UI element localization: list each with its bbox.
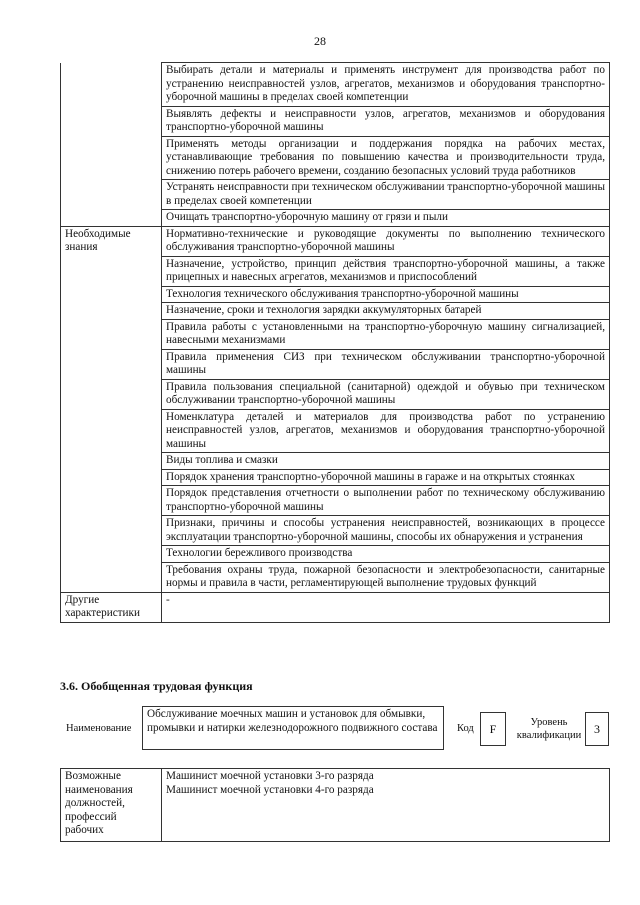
- qualification-level-label: Уровень квалификации: [516, 717, 582, 741]
- table-row: [61, 63, 610, 107]
- knowledge-item: Нормативно-технические и руководящие документы по выполнению технического обслуживания транспортно-уборочной машины: [162, 226, 610, 256]
- knowledge-item: Назначение, устройство, принцип действия транспортно-уборочной машины, а также прицепных и навесных агрегатов, механизмов и приспособлений: [162, 256, 610, 286]
- skill-item: Выявлять дефекты и неисправности узлов, агрегатов, механизмов и оборудования транспортно-уборочной машины: [162, 106, 610, 136]
- job-titles-label: Возможные наименования должностей, профессий рабочих: [61, 769, 162, 842]
- table-row: [61, 226, 610, 256]
- skill-item: Выбирать детали и материалы и применять инструмент для производства работ по устранению неисправностей узлов, агрегатов, механизмов и оборудования транспортно-уборочной машины в пределах своей компетенции: [162, 63, 610, 107]
- knowledge-item: Технологии бережливого производства: [162, 546, 610, 563]
- knowledge-item: Признаки, причины и способы устранения неисправностей, возникающих в процессе эксплуатации транспортно-уборочной машины, способы их обнаружения и устранения: [162, 516, 610, 546]
- table-row: [61, 592, 610, 622]
- page-number: 28: [314, 34, 326, 48]
- skill-item: Очищать транспортно-уборочную машину от грязи и пыли: [162, 210, 610, 227]
- job-titles-list: [162, 769, 610, 842]
- table-row: [61, 769, 610, 842]
- section-heading: 3.6. Обобщенная трудовая функция: [60, 679, 253, 693]
- knowledge-item: Порядок хранения транспортно-уборочной машины в гараже и на открытых стоянках: [162, 469, 610, 486]
- knowledge-item: Правила применения СИЗ при техническом обслуживании транспортно-уборочной машины: [162, 349, 610, 379]
- skill-item: Применять методы организации и поддержания порядка на рабочих местах, устанавливающие требования по повышению качества и производительности труда, снижению потерь рабочего времени, созданию безопасных условий труда работников: [162, 136, 610, 180]
- requirements-table: [60, 62, 610, 623]
- knowledge-item: Назначение, сроки и технология зарядки аккумуляторных батарей: [162, 303, 610, 320]
- job-title-item: Машинист моечной установки 3-го разряда: [166, 770, 374, 782]
- job-title-item: Машинист моечной установки 4-го разряда: [166, 783, 374, 796]
- function-name-value: Обслуживание моечных машин и установок для обмывки, промывки и натирки железнодорожного подвижного состава: [142, 706, 444, 750]
- knowledge-item: Порядок представления отчетности о выполнении работ по техническому обслуживанию транспортно-уборочной машины: [162, 486, 610, 516]
- function-name-label: Наименование: [66, 723, 132, 734]
- knowledge-item: Технология технического обслуживания транспортно-уборочной машины: [162, 286, 610, 303]
- knowledge-item: Виды топлива и смазки: [162, 453, 610, 470]
- function-code-label: Код: [457, 723, 474, 734]
- generalized-function-header: [60, 706, 610, 754]
- function-code-value: F: [480, 712, 506, 746]
- skills-label-cell: [61, 63, 162, 227]
- knowledge-item: Требования охраны труда, пожарной безопасности и электробезопасности, санитарные нормы и правила в части, регламентирующей выполнение трудовых функций: [162, 562, 610, 592]
- skill-item: Устранять неисправности при техническом обслуживании транспортно-уборочной машины в пределах своей компетенции: [162, 180, 610, 210]
- knowledge-label: Необходимые знания: [61, 226, 162, 592]
- knowledge-item: Правила пользования специальной (санитарной) одеждой и обувью при техническом обслуживании транспортно-уборочной машины: [162, 379, 610, 409]
- knowledge-item: Правила работы с установленными на транспортно-уборочную машину сигнализацией, навесными механизмами: [162, 319, 610, 349]
- knowledge-item: Номенклатура деталей и материалов для производства работ по устранению неисправностей узлов, агрегатов, механизмов и оборудования транспортно-уборочной машины: [162, 409, 610, 453]
- other-characteristics-value: -: [162, 592, 610, 622]
- qualification-level-value: 3: [585, 712, 609, 746]
- job-titles-table: [60, 768, 610, 842]
- other-characteristics-label: Другие характеристики: [61, 592, 162, 622]
